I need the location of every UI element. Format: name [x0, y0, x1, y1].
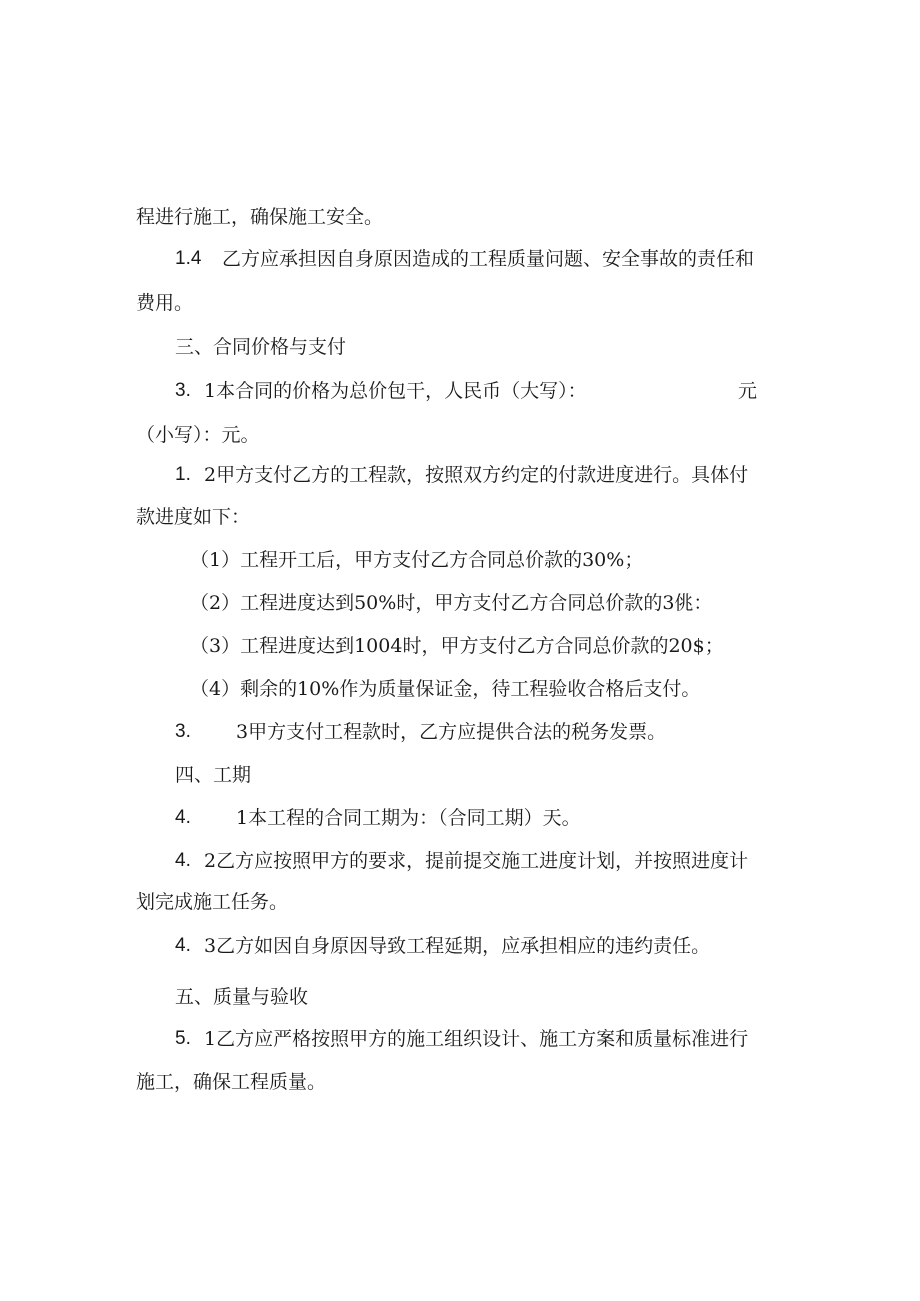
- paragraph-line: 1乙方应严格按照甲方的施工组织设计、施工方案和质量标准进行: [204, 1028, 749, 1050]
- paragraph-line: 2甲方支付乙方的工程款，按照双方约定的付款进度进行。具体付: [204, 464, 749, 486]
- list-item: （1）工程开工后，甲方支付乙方合同总价款的30%；: [190, 549, 644, 571]
- paragraph-line: 款进度如下：: [136, 506, 251, 528]
- paragraph-line: 费用。: [136, 292, 194, 314]
- clause-number: 4.: [175, 935, 191, 956]
- clause-number: 5.: [175, 1028, 191, 1049]
- paragraph-line: 2乙方应按照甲方的要求，提前提交施工进度计划，并按照进度计: [204, 850, 749, 872]
- paragraph-line: 1本工程的合同工期为：（合同工期）天。: [236, 807, 581, 829]
- clause-number: 3.: [175, 380, 191, 401]
- section-heading: 三、合同价格与支付: [175, 336, 347, 358]
- paragraph-line: 1本合同的价格为总价包干，人民币（大写）：: [204, 380, 587, 402]
- clause-number: 1.: [175, 464, 191, 485]
- paragraph-line: 3甲方支付工程款时，乙方应提供合法的税务发票。: [236, 721, 667, 743]
- section-heading: 五、质量与验收: [175, 986, 309, 1008]
- list-item: （2）工程进度达到50%时，甲方支付乙方合同总价款的3佻：: [190, 592, 713, 614]
- currency-unit: 元: [738, 380, 758, 402]
- paragraph-line: 乙方应承担因自身原因造成的工程质量问题、安全事故的责任和: [222, 248, 755, 270]
- paragraph-line: 施工，确保工程质量。: [136, 1071, 327, 1093]
- paragraph-line: 程进行施工，确保施工安全。: [136, 206, 384, 228]
- clause-number: 1.4: [175, 248, 202, 269]
- paragraph-line: （小写）：元。: [136, 424, 260, 446]
- list-item: （4）剩余的10%作为质量保证金，待工程验收合格后支付。: [190, 678, 701, 700]
- section-heading: 四、工期: [175, 764, 252, 786]
- list-item: （3）工程进度达到1004时，甲方支付乙方合同总价款的20$；: [190, 635, 724, 657]
- clause-number: 4.: [175, 807, 191, 828]
- clause-number: 4.: [175, 850, 191, 871]
- clause-number: 3.: [175, 721, 191, 742]
- paragraph-line: 3乙方如因自身原因导致工程延期，应承担相应的违约责任。: [204, 935, 711, 957]
- paragraph-line: 划完成施工任务。: [136, 891, 289, 913]
